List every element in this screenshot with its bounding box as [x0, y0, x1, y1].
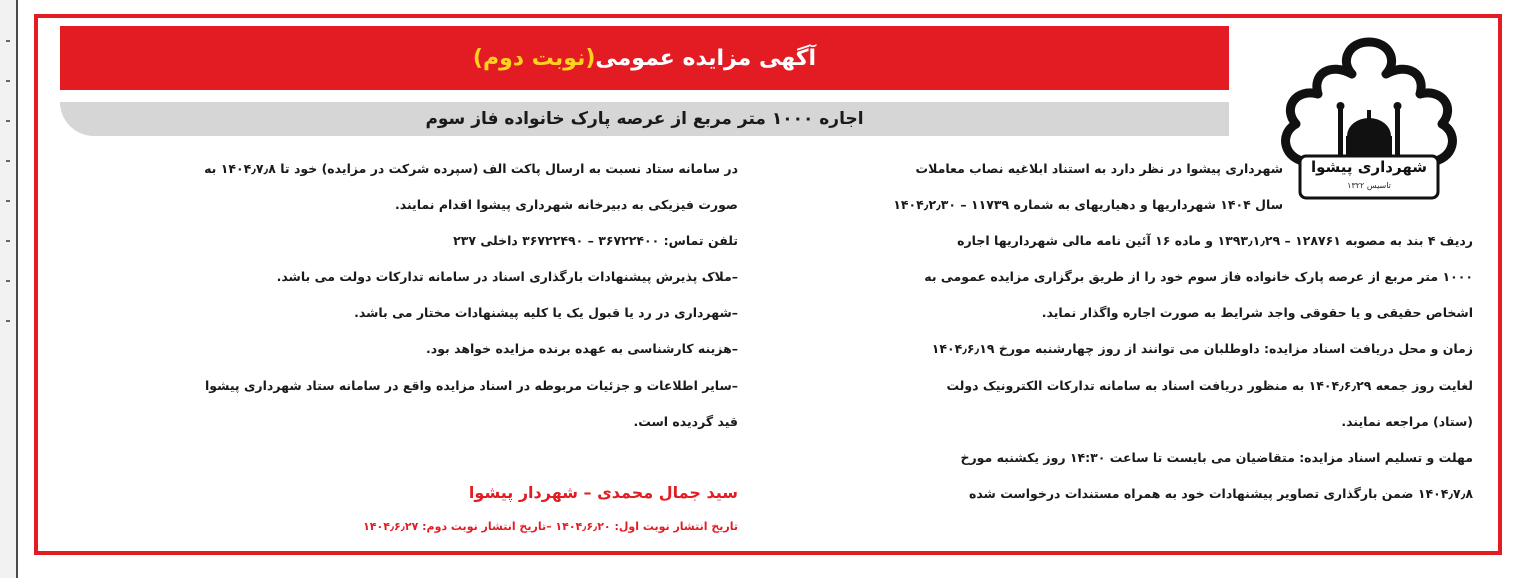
notice-body-left: [58, 151, 738, 440]
body-line: اشخاص حقیقی و یا حقوقی واجد شرایط به صورت اجاره واگذار نماید.: [1041, 305, 1473, 321]
logo-established: تاسیس ۱۳۲۲: [1347, 181, 1391, 190]
subtitle-banner: [60, 102, 1229, 136]
notice-title: [473, 46, 816, 71]
body-line: –هزینه کارشناسی به عهده برنده مزایده خواهد بود.: [426, 341, 738, 357]
logo-name: شهرداری پیشوا: [1311, 158, 1427, 176]
notice-frame: [34, 14, 1502, 555]
adjacent-page-edge: [0, 0, 18, 578]
body-line: قید گردیده است.: [633, 413, 738, 429]
body-line: زمان و محل دریافت اسناد مزایده: داوطلبان می توانند از روز چهارشنبه مورخ ۱۴۰۴٫۶٫۱۹: [931, 341, 1473, 357]
notice-body-right: [773, 151, 1473, 512]
body-line: شهرداری پیشوا در نظر دارد به استناد ابلاغیه نصاب معاملات: [915, 161, 1283, 176]
body-line: لغایت روز جمعه ۱۴۰۴٫۶٫۲۹ به منظور دریافت اسناد به سامانه تدارکات الکترونیک دولت: [946, 377, 1473, 393]
title-main: آگهی مزایده عمومی: [595, 45, 817, 71]
body-line: صورت فیزیکی به دبیرخانه شهرداری پیشوا اقدام نمایند.: [394, 197, 738, 213]
title-banner: [60, 26, 1229, 90]
body-line: –ملاک پذیرش پیشنهادات بارگذاری اسناد در سامانه تدارکات دولت می باشد.: [276, 269, 738, 285]
contact-phone: تلفن تماس: ۳۶۷۲۲۴۰۰ – ۳۶۷۲۲۴۹۰ داخلی ۲۳۷: [453, 233, 738, 249]
body-line: ۱۴۰۴٫۷٫۸ ضمن بارگذاری تصاویر پیشنهادات خود به همراه مستندات درخواست شده: [968, 485, 1473, 501]
title-round: (نوبت دوم): [472, 45, 596, 71]
body-line: –سایر اطلاعات و جزئیات مربوطه در اسناد مزایده واقع در سامانه ستاد شهرداری پیشوا: [204, 377, 738, 393]
notice-subtitle: اجاره ۱۰۰۰ متر مربع از عرصه پارک خانواده فاز سوم: [425, 109, 864, 129]
body-line: (ستاد) مراجعه نمایند.: [1341, 413, 1473, 429]
body-line: در سامانه ستاد نسبت به ارسال پاکت الف (سپرده شرکت در مزایده) خود تا ۱۴۰۴٫۷٫۸ به: [204, 161, 738, 176]
body-line: –شهرداری در رد یا قبول یک یا کلیه پیشنهادات مختار می باشد.: [354, 305, 738, 321]
body-line: ۱۰۰۰ متر مربع از عرصه پارک خانواده فاز سوم خود را از طریق برگزاری مزایده عمومی به: [924, 269, 1473, 285]
body-line: سال ۱۴۰۴ شهرداریها و دهیاریهای به شماره ۱۱۷۳۹ – ۱۴۰۴٫۲٫۳۰: [893, 197, 1283, 213]
publication-dates: تاریخ انتشار نوبت اول: ۱۴۰۴٫۶٫۲۰ –تاریخ انتشار نوبت دوم: ۱۴۰۴٫۶٫۲۷: [363, 520, 738, 533]
body-line: ردیف ۴ بند به مصوبه ۱۲۸۷۶۱ – ۱۳۹۳٫۱٫۲۹ و ماده ۱۶ آئین نامه مالی شهرداریها اجاره: [957, 233, 1473, 249]
mayor-signature: سید جمال محمدی – شهردار پیشوا: [468, 483, 738, 502]
body-line: مهلت و تسلیم اسناد مزایده: متقاضیان می بایست تا ساعت ۱۴:۳۰ روز یکشنبه مورخ: [960, 449, 1473, 465]
